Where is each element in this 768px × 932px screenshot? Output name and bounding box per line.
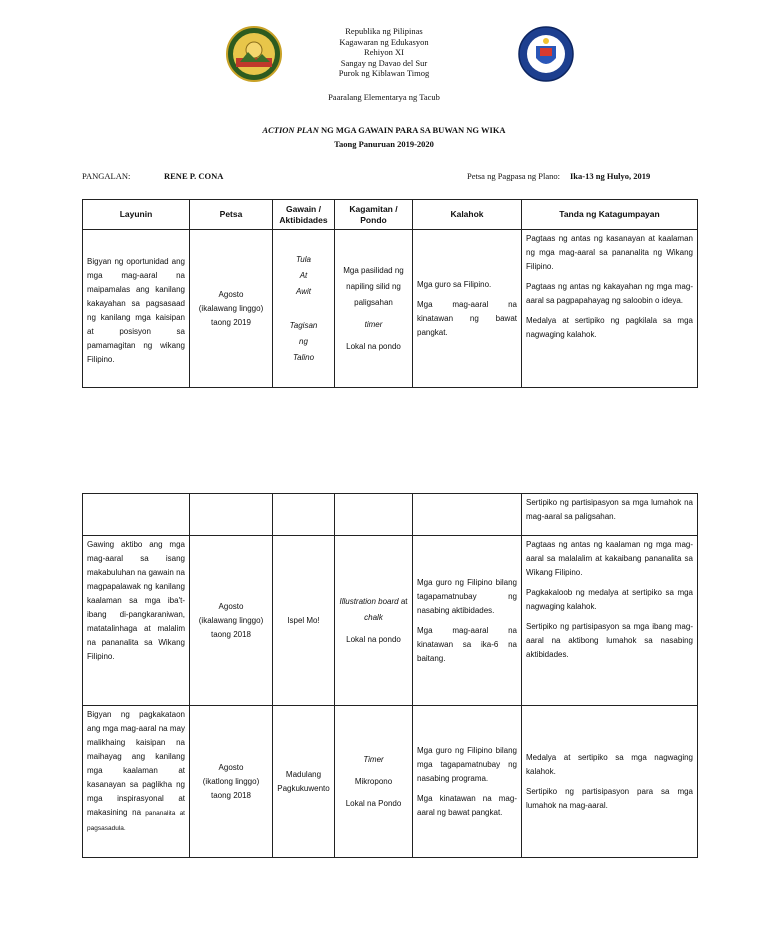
header-line-2: Kagawaran ng Edukasyon: [339, 36, 429, 47]
row4-petsa: [190, 706, 273, 858]
row1-kagamitan: [335, 230, 413, 388]
row4-kagamitan-3: Lokal na Pondo: [345, 798, 402, 808]
row4-kagamitan-2: Mikropono: [354, 776, 393, 786]
row1-kagamitan-1: Mga pasilidad ng napiling silid ng paligsahan: [343, 265, 404, 307]
title-italic: ACTION PLAN: [262, 125, 319, 135]
action-plan-table-2: [82, 493, 698, 858]
action-plan-table-1: [82, 199, 698, 388]
school-year: Taong Panuruan 2019-2020: [334, 139, 434, 149]
row4-tanda: [522, 706, 698, 858]
row3-petsa-year: taong 2018: [210, 629, 252, 639]
row1-layunin: Bigyan ng oportunidad ang mga mag-aaral na maipamalas ang kanilang kakayahan sa pagsasaad ng kanilang mga kaisipan at posisyon sa pamamagitan ng wikang Filipino.: [83, 230, 190, 388]
table-row: [83, 494, 698, 536]
name-value: RENE P. CONA: [164, 171, 224, 181]
row1-petsa-month: Agosto: [218, 289, 244, 299]
row1-tanda-3: Medalya at sertipiko ng pagkilala sa mga nagwaging kalahok.: [526, 316, 693, 339]
row4-tanda-2: Sertipiko ng partisipasyon para sa mga lumahok na mag-aaral.: [526, 786, 693, 810]
header-tanda: Tanda ng Katagumpayan: [522, 200, 698, 230]
row4-layunin: [83, 706, 190, 858]
row3-tanda-3: Sertipiko ng partisipasyon sa mga ibang mag-aaral na aktibong lumahok sa nasabing aktibidades.: [526, 622, 693, 659]
row4-kagamitan: [335, 706, 413, 858]
header-line-5: Purok ng Kiblawan Timog: [338, 68, 430, 78]
row4-gawain: Madulang Pagkukuwento: [273, 706, 335, 858]
row4-petsa-month: Agosto: [218, 762, 244, 772]
row3-petsa-week: (ikalawang linggo): [198, 615, 264, 625]
header-petsa: Petsa: [190, 200, 273, 230]
row3-petsa-month: Agosto: [218, 601, 244, 611]
row4-petsa-year: taong 2018: [210, 790, 252, 800]
row4-tanda-1: Medalya at sertipiko sa mga nagwaging kalahok.: [526, 752, 693, 776]
row4-petsa-week: (ikatlong linggo): [202, 776, 260, 786]
date-value: Ika-13 ng Hulyo, 2019: [570, 171, 651, 181]
row4-layunin-small: pananalita at pagsasadula.: [87, 810, 185, 832]
title-rest: NG MGA GAWAIN PARA SA BUWAN NG WIKA: [318, 125, 506, 135]
row1-kalahok-1: Mga guro sa Filipino.: [417, 279, 492, 289]
row1-kagamitan-3: Lokal na pondo: [346, 341, 401, 351]
row1-tanda-2: Pagtaas ng antas ng kakayahan ng mga mag-aaral sa pagpapahayag ng saloobin o ideya.: [526, 282, 693, 305]
row1-gawain-5: ng: [299, 336, 308, 346]
row1-tanda: [522, 230, 698, 388]
header-line-3: Rehiyon XI: [364, 47, 404, 57]
row1-gawain-1: Tula: [296, 254, 311, 264]
name-label: PANGALAN:: [82, 171, 131, 181]
header-gawain: Gawain / Aktibidades: [273, 200, 335, 230]
row3-kagamitan-at: at: [398, 596, 408, 606]
row1-kalahok-2: Mga mag-aaral na kinatawan ng bawat pangkat.: [417, 299, 517, 337]
header-line-1: Republika ng Pilipinas: [345, 26, 423, 36]
letterhead: [0, 26, 768, 79]
row1-kagamitan-2: timer: [364, 319, 383, 329]
row4-kalahok-2: Mga kinatawan na mag-aaral ng bawat pangkat.: [417, 793, 517, 817]
row3-tanda-1: Pagtaas ng antas ng kaalaman ng mga mag-aaral sa malalalim at kakaibang pananalita sa Wikang Filipino.: [526, 540, 693, 577]
date-label: Petsa ng Pagpasa ng Plano:: [467, 171, 561, 181]
row4-kalahok-1: Mga guro ng Filipino bilang mga tagapamatnubay ng nasabing programa.: [417, 745, 517, 783]
row1-tanda-1: Pagtaas ng antas ng kasanayan at kaalaman ng mga mag-aaral sa pananalita ng Wikang Filipino.: [526, 234, 693, 271]
row3-kagamitan-board: Illustration board: [339, 596, 399, 606]
row4-kagamitan-1: Timer: [363, 754, 384, 764]
table-row: [83, 706, 698, 858]
row3-tanda-2: Pagkakaloob ng medalya at sertipiko sa mga nagwaging kalahok.: [526, 588, 693, 611]
row3-tanda: [522, 536, 698, 706]
row1-petsa-year: taong 2019: [210, 317, 252, 327]
row1-petsa-week: (ikalawang linggo): [198, 303, 264, 313]
row1-gawain-6: Talino: [292, 352, 315, 362]
header-kagamitan: Kagamitan / Pondo: [335, 200, 413, 230]
table-row: [83, 536, 698, 706]
table-header-row: [83, 200, 698, 230]
row3-gawain: Ispel Mo!: [273, 536, 335, 706]
row3-kalahok: [413, 536, 522, 706]
row3-kagamitan-chalk: chalk: [364, 612, 383, 622]
row3-kagamitan: [335, 536, 413, 706]
document-title: [0, 123, 768, 151]
row1-petsa: [190, 230, 273, 388]
header-line-4: Sangay ng Davao del Sur: [340, 57, 428, 68]
row3-petsa: [190, 536, 273, 706]
header-layunin: Layunin: [83, 200, 190, 230]
row4-layunin-main: Bigyan ng pagkakataon ang mga mag-aaral na may malikhaing kaisipan na maihayag ang kanilang mga kaalaman at kasanayan sa paglikha ng mga inspirasyonal at makasining na: [87, 710, 185, 817]
row3-kalahok-1: Mga guro ng Filipino bilang tagapamatnubay ng nasabing aktibidades.: [417, 577, 517, 615]
row1-kalahok: [413, 230, 522, 388]
row4-kalahok: [413, 706, 522, 858]
table-row: [83, 230, 698, 388]
row1-gawain: [273, 230, 335, 388]
row3-kalahok-2: Mga mag-aaral na kinatawan sa ika-6 na baitang.: [417, 625, 517, 663]
header-kalahok: Kalahok: [413, 200, 522, 230]
school-name: Paaralang Elementarya ng Tacub: [328, 92, 440, 102]
row3-kagamitan-pondo: Lokal na pondo: [346, 634, 401, 644]
row2-tanda: Sertipiko ng partisipasyon sa mga lumahok na mag-aaral sa paligsahan.: [522, 494, 698, 536]
row3-layunin: Gawing aktibo ang mga mag-aaral sa isang makabuluhan na gawain na magpapalawak ng kanilang kaalaman sa mga iba't-ibang di-pangkaraniwan, matatalinhaga at malalim na pananalita sa Wikang Filipino.: [83, 536, 190, 706]
row1-gawain-2: At: [299, 270, 308, 280]
row1-gawain-4: Tagisan: [289, 320, 318, 330]
row1-gawain-3: Awit: [296, 286, 311, 296]
